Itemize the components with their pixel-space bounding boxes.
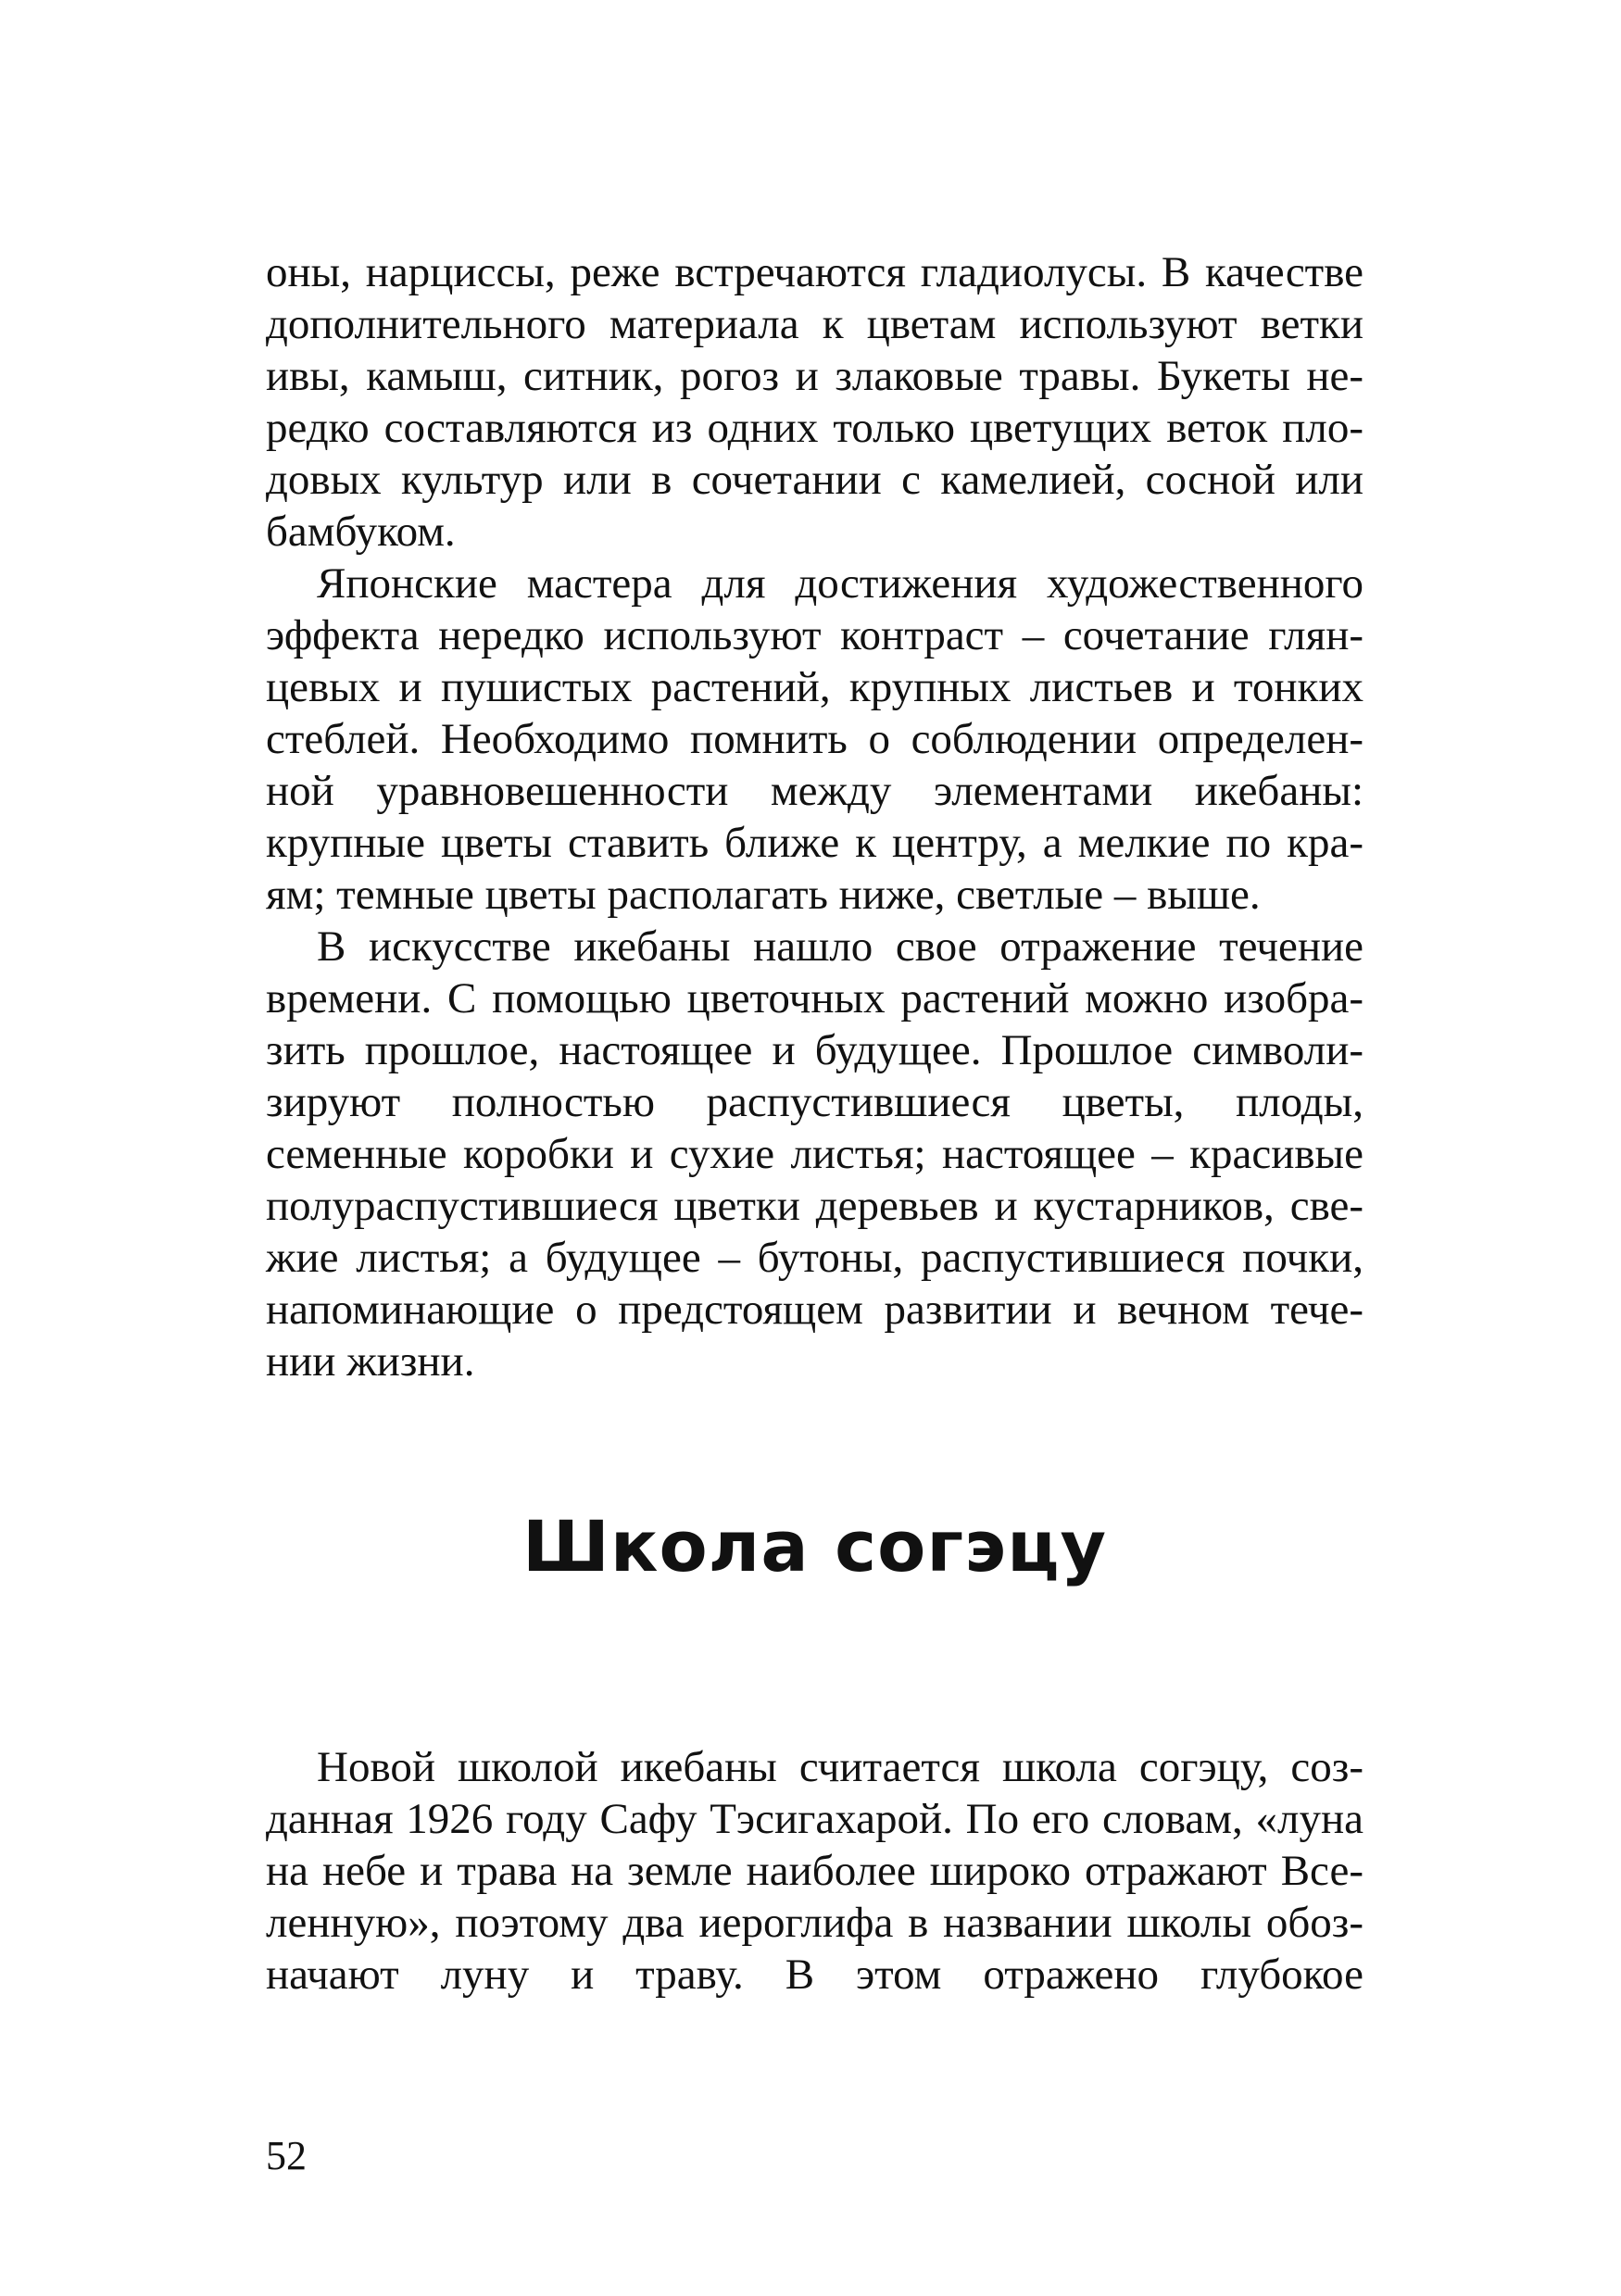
text-line: нии жизни. (266, 1337, 475, 1386)
text-line: на небе и трава на земле наиболее широко отражают Все- (266, 1847, 1363, 1895)
text-line: крупные цветы ставить ближе к центру, а мелкие по кра- (266, 819, 1363, 867)
page-number: 52 (266, 2133, 307, 2178)
text-line: стеблей. Необходимо помнить о соблюдении определен- (266, 715, 1363, 763)
paragraph-4 (266, 1741, 1363, 2001)
text-line: полураспустившиеся цветки деревьев и кустарников, све- (266, 1182, 1363, 1230)
paragraph-2 (266, 558, 1363, 921)
text-line: напоминающие о предстоящем развитии и вечном тече- (266, 1286, 1363, 1334)
section-heading: Школа согэцу (522, 1505, 1107, 1587)
text-line: В искусстве икебаны нашло свое отражение течение (317, 922, 1363, 971)
text-line: Японские мастера для достижения художественного (317, 559, 1363, 608)
text-line: ной уравновешенности между элементами икебаны: (266, 767, 1363, 815)
paragraph-1 (266, 246, 1363, 558)
text-line: дополнительного материала к цветам используют ветки (266, 300, 1363, 348)
paragraph-3 (266, 921, 1363, 1387)
text-line: Новой школой икебаны считается школа согэцу, соз- (317, 1743, 1363, 1791)
text-line: ивы, камыш, ситник, рогоз и злаковые травы. Букеты не- (266, 352, 1363, 400)
text-line: зируют полностью распустившиеся цветы, плоды, (266, 1078, 1363, 1126)
text-line: оны, нарциссы, реже встречаются гладиолусы. В качестве (266, 248, 1363, 296)
text-line: бамбуком. (266, 508, 456, 556)
text-line: жие листья; а будущее – бутоны, распустившиеся почки, (266, 1234, 1363, 1282)
text-line: зить прошлое, настоящее и будущее. Прошлое символи- (266, 1026, 1363, 1074)
text-line: времени. С помощью цветочных растений можно изобра- (266, 974, 1363, 1023)
text-line: ям; темные цветы располагать ниже, светлые – выше. (266, 871, 1261, 919)
text-line: редко составляются из одних только цветущих веток пло- (266, 404, 1363, 452)
body-text-bottom (266, 1741, 1363, 2001)
text-line: данная 1926 году Сафу Тэсигахарой. По его словам, «луна (266, 1795, 1363, 1843)
text-line: ленную», поэтому два иероглифа в названии школы обоз- (266, 1899, 1363, 1947)
text-line: цевых и пушистых растений, крупных листьев и тонких (266, 663, 1363, 711)
body-text-top (266, 246, 1363, 1387)
text-line: начают луну и траву. В этом отражено глубокое (266, 1951, 1363, 1999)
text-line: семенные коробки и сухие листья; настоящее – красивые (266, 1130, 1363, 1178)
text-line: эффекта нередко используют контраст – сочетание глян- (266, 611, 1363, 659)
text-line: довых культур или в сочетании с камелией, сосной или (266, 456, 1363, 504)
